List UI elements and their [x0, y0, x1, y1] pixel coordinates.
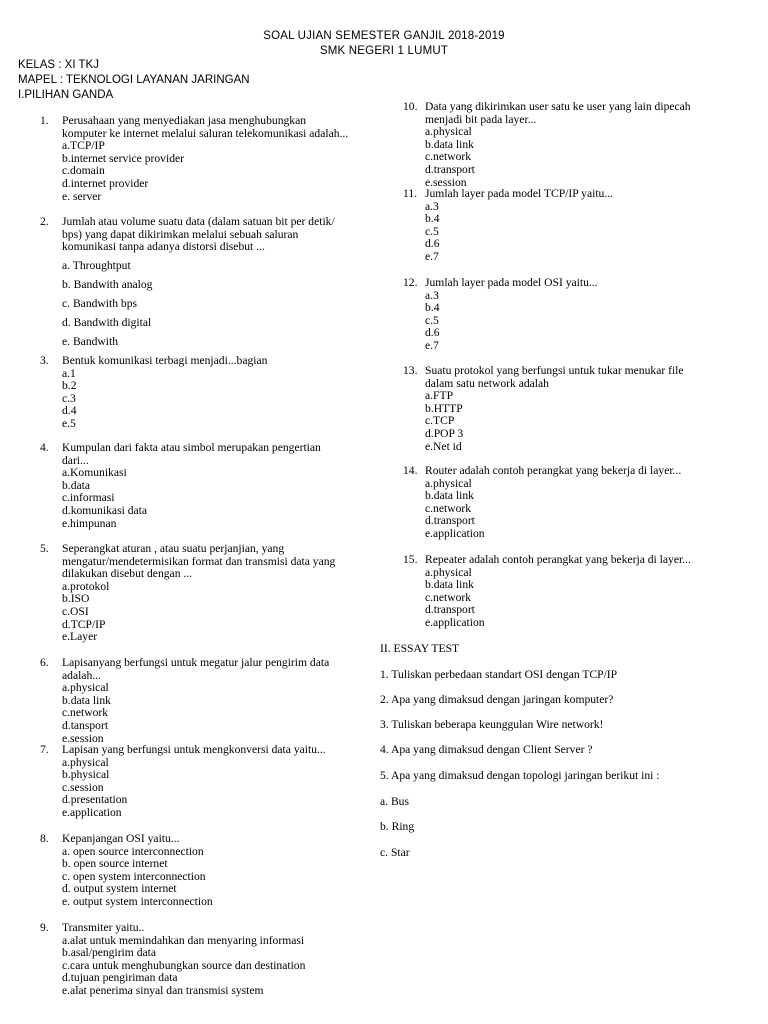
answer-option: a.3 [425, 288, 439, 302]
answer-option: a.protokol [62, 579, 110, 593]
answer-option: c. Bandwith bps [62, 297, 138, 311]
question-text: Bentuk komunikasi terbagi menjadi...bagian [62, 354, 268, 367]
answer-option: e.himpunan [62, 516, 117, 530]
section-multiple-choice: I.PILIHAN GANDA [18, 89, 114, 101]
answer-option: b.data link [425, 137, 474, 151]
question-number: 12. [403, 276, 418, 289]
question-text: dari... [62, 453, 89, 467]
answer-option: b. open source internet [62, 857, 168, 871]
question-number: 2. [40, 215, 49, 228]
question-text: Data yang dikirimkan user satu ke user yang lain dipecah [425, 100, 691, 113]
class-label: KELAS : XI TKJ [18, 59, 99, 71]
question-number: 1. [40, 114, 49, 127]
answer-option: d.POP 3 [425, 426, 464, 440]
question-text: mengatur/mendetermisikan format dan transmisi data yang [62, 554, 336, 568]
answer-option: c.5 [425, 224, 439, 238]
answer-option: c.domain [62, 164, 105, 178]
answer-option: b.HTTP [425, 401, 463, 415]
essay-option: b. Ring [380, 820, 415, 833]
subject-label: MAPEL : TEKNOLOGI LAYANAN JARINGAN [18, 74, 250, 86]
answer-option: b.data link [425, 578, 474, 592]
question-text: menjadi bit pada layer... [425, 112, 537, 126]
answer-option: c.network [425, 501, 472, 515]
question-text: komputer ke internet melalui saluran telekomunikasi adalah... [62, 126, 349, 140]
question-text: dilakukan disebut dengan ... [62, 567, 193, 581]
answer-option: e.7 [425, 249, 439, 263]
answer-option: a. open source interconnection [62, 844, 204, 858]
question-text: Perusahaan yang menyediakan jasa menghubungkan [62, 114, 307, 127]
answer-option: b.asal/pengirim data [62, 946, 157, 960]
question-text: Jumlah layer pada model TCP/IP yaitu... [425, 187, 614, 200]
essay-item: 4. Apa yang dimaksud dengan Client Server ? [380, 743, 593, 756]
answer-option: b.4 [425, 212, 440, 226]
answer-option: d.transport [425, 514, 475, 528]
answer-option: e.application [62, 805, 122, 819]
answer-option: e. server [62, 189, 102, 203]
answer-option: b.data link [62, 693, 111, 707]
answer-option: c.cara untuk menghubungkan source dan destination [62, 958, 306, 972]
essay-item: 1. Tuliskan perbedaan standart OSI dengan TCP/IP [380, 668, 618, 681]
essay-option: a. Bus [380, 795, 409, 808]
question-number: 7. [40, 743, 49, 756]
answer-option: e.session [425, 175, 467, 189]
question-text: Kumpulan dari fakta atau simbol merupakan pengertian [62, 441, 321, 454]
answer-option: d.6 [425, 237, 440, 251]
answer-option: a.physical [62, 681, 109, 695]
answer-option: d.tansport [62, 718, 109, 732]
answer-option: a.TCP/IP [62, 139, 105, 153]
question-number: 8. [40, 832, 49, 845]
answer-option: d.presentation [62, 793, 128, 807]
answer-option: e.Net id [425, 439, 462, 453]
answer-option: c.3 [62, 391, 76, 405]
question-text: Repeater adalah contoh perangkat yang bekerja di layer... [425, 553, 691, 566]
answer-option: a. Throughtput [62, 259, 131, 273]
essay-item: 5. Apa yang dimaksud dengan topologi jaringan berikut ini : [380, 769, 660, 782]
answer-option: b.ISO [62, 592, 90, 606]
answer-option: d.transport [425, 162, 475, 176]
answer-option: a.Komunikasi [62, 466, 127, 480]
question-number: 15. [403, 553, 418, 566]
question-number: 11. [403, 187, 418, 200]
answer-option: c. open system interconnection [62, 869, 206, 883]
question-text: komunikasi tanpa adanya distorsi disebut ... [62, 240, 265, 254]
essay-option: c. Star [380, 846, 410, 859]
answer-option: c.network [62, 706, 109, 720]
answer-option: e.7 [425, 338, 439, 352]
question-number: 14. [403, 464, 418, 477]
answer-option: b.data [62, 478, 91, 492]
question-text: Kepanjangan OSI yaitu... [62, 832, 180, 845]
answer-option: b.data link [425, 489, 474, 503]
answer-option: d.TCP/IP [62, 617, 106, 631]
answer-option: e. output system interconnection [62, 894, 213, 908]
answer-option: d.transport [425, 603, 475, 617]
question-text: dalam satu network adalah [425, 376, 549, 390]
answer-option: a.1 [62, 366, 76, 380]
question-number: 9. [40, 921, 49, 934]
question-number: 13. [403, 364, 418, 377]
answer-option: d.internet provider [62, 176, 149, 190]
question-text: Lapisan yang berfungsi untuk mengkonversi data yaitu... [62, 743, 326, 756]
question-number: 3. [40, 354, 49, 367]
answer-option: c.network [425, 150, 472, 164]
section-essay: II. ESSAY TEST [380, 642, 460, 655]
essay-item: 3. Tuliskan beberapa keunggulan Wire network! [380, 718, 604, 731]
question-text: Seperangkat aturan , atau suatu perjanjian, yang [62, 542, 285, 555]
answer-option: a.physical [425, 125, 472, 139]
question-text: bps) yang dapat dikirimkan melalui sebuah saluran [62, 227, 299, 241]
question-text: adalah... [62, 668, 101, 682]
question-number: 6. [40, 656, 49, 669]
answer-option: c.session [62, 780, 104, 794]
answer-option: a.physical [425, 476, 472, 490]
question-number: 5. [40, 542, 49, 555]
answer-option: b.2 [62, 379, 77, 393]
answer-option: d.tujuan pengiriman data [62, 971, 178, 985]
answer-option: a.3 [425, 199, 439, 213]
answer-option: a.FTP [425, 389, 454, 403]
exam-title: SOAL UJIAN SEMESTER GANJIL 2018-2019 [263, 30, 505, 42]
question-number: 4. [40, 441, 49, 454]
answer-option: c.informasi [62, 491, 115, 505]
answer-option: b.4 [425, 301, 440, 315]
question-text: Jumlah atau volume suatu data (dalam satuan bit per detik/ [62, 215, 335, 228]
answer-option: e.alat penerima sinyal dan transmisi system [62, 983, 264, 997]
question-number: 10. [403, 100, 418, 113]
answer-option: e.Layer [62, 630, 98, 644]
answer-option: a.alat untuk memindahkan dan menyaring informasi [62, 933, 305, 947]
answer-option: d. output system internet [62, 882, 177, 896]
answer-option: d.komunikasi data [62, 503, 148, 517]
answer-option: e.application [425, 615, 485, 629]
answer-option: b. Bandwith analog [62, 278, 153, 292]
answer-option: a.physical [425, 565, 472, 579]
answer-option: e.application [425, 526, 485, 540]
question-text: Lapisanyang berfungsi untuk megatur jalur pengirim data [62, 656, 330, 669]
answer-option: d. Bandwith digital [62, 316, 152, 330]
answer-option: c.TCP [425, 414, 455, 428]
question-text: Jumlah layer pada model OSI yaitu... [425, 276, 598, 289]
question-text: Suatu protokol yang berfungsi untuk tukar menukar file [425, 364, 684, 377]
answer-option: c.OSI [62, 604, 89, 618]
answer-option: e.session [62, 731, 104, 745]
answer-option: c.network [425, 590, 472, 604]
answer-option: a.physical [62, 755, 109, 769]
school-name: SMK NEGERI 1 LUMUT [319, 45, 449, 57]
answer-option: e. Bandwith [62, 335, 119, 349]
answer-option: d.4 [62, 404, 77, 418]
answer-option: b.internet service provider [62, 151, 185, 165]
answer-option: e.5 [62, 416, 76, 430]
answer-option: b.physical [62, 768, 110, 782]
answer-option: c.5 [425, 313, 439, 327]
essay-item: 2. Apa yang dimaksud dengan jaringan komputer? [380, 693, 614, 706]
answer-option: d.6 [425, 326, 440, 340]
question-text: Transmiter yaitu.. [62, 921, 145, 934]
question-text: Router adalah contoh perangkat yang bekerja di layer... [425, 464, 682, 477]
